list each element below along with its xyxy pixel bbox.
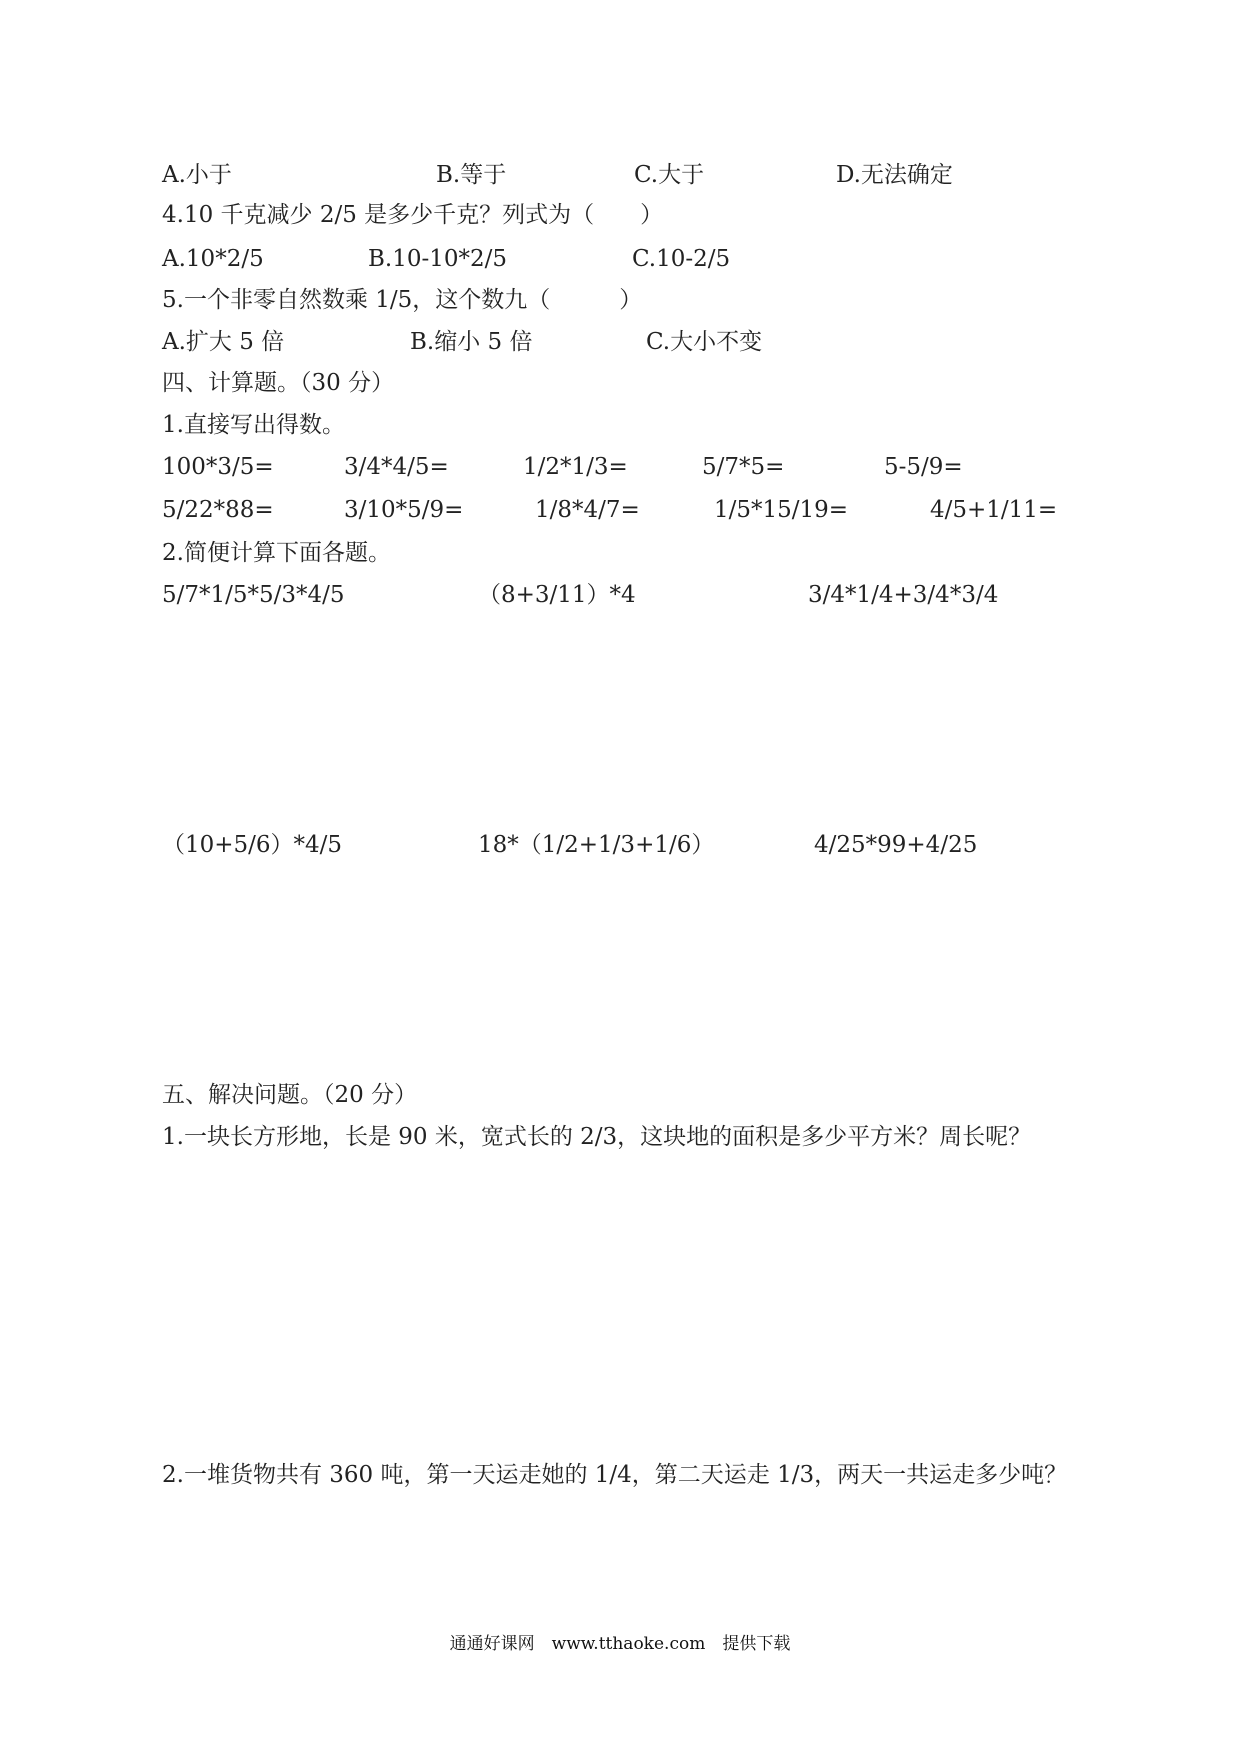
direct-calc-item: 3/4*4/5= <box>344 454 449 480</box>
q4-option-a: A.10*2/5 <box>162 246 264 272</box>
simplify-item: （10+5/6）*4/5 <box>162 832 343 858</box>
simplify-item: 18*（1/2+1/3+1/6） <box>478 832 715 858</box>
direct-calc-item: 4/5+1/11= <box>930 497 1058 523</box>
section4-sub1-title: 1.直接写出得数。 <box>162 412 345 438</box>
direct-calc-item: 1/8*4/7= <box>535 497 640 523</box>
direct-calc-item: 5/7*5= <box>702 454 785 480</box>
q4-text: 4.10 千克减少 2/5 是多少千克？列式为（ ） <box>162 202 664 228</box>
q3-option-b: B.等于 <box>436 162 507 188</box>
direct-calc-item: 1/2*1/3= <box>523 454 628 480</box>
q4-option-c: C.10-2/5 <box>632 246 731 272</box>
direct-calc-item: 5-5/9= <box>884 454 963 480</box>
section4-title: 四、计算题。（30 分） <box>162 370 395 396</box>
direct-calc-item: 5/22*88= <box>162 497 274 523</box>
q5-option-a: A.扩大 5 倍 <box>162 329 285 355</box>
simplify-item: 5/7*1/5*5/3*4/5 <box>162 582 345 608</box>
q3-option-a: A.小于 <box>162 162 232 188</box>
q3-option-c: C.大于 <box>634 162 705 188</box>
simplify-item: 3/4*1/4+3/4*3/4 <box>808 582 999 608</box>
simplify-item: 4/25*99+4/25 <box>814 832 978 858</box>
q4-option-b: B.10-10*2/5 <box>368 246 508 272</box>
q3-option-d: D.无法确定 <box>836 162 953 188</box>
q5-text: 5.一个非零自然数乘 1/5，这个数九（ ） <box>162 287 643 313</box>
problem-2: 2.一堆货物共有 360 吨，第一天运走她的 1/4，第二天运走 1/3，两天一共运走多少吨？ <box>162 1462 1068 1488</box>
direct-calc-item: 100*3/5= <box>162 454 274 480</box>
problem-1: 1.一块长方形地，长是 90 米，宽式长的 2/3，这块地的面积是多少平方米？周长呢？ <box>162 1124 1032 1150</box>
q5-option-b: B.缩小 5 倍 <box>410 329 533 355</box>
page-footer: 通通好课网 www.tthaoke.com 提供下载 <box>449 1634 791 1654</box>
direct-calc-item: 3/10*5/9= <box>344 497 464 523</box>
section4-sub2-title: 2.简便计算下面各题。 <box>162 540 391 566</box>
section5-title: 五、解决问题。（20 分） <box>162 1082 418 1108</box>
q5-option-c: C.大小不变 <box>646 329 763 355</box>
simplify-item: （8+3/11）*4 <box>478 582 636 608</box>
direct-calc-item: 1/5*15/19= <box>714 497 849 523</box>
